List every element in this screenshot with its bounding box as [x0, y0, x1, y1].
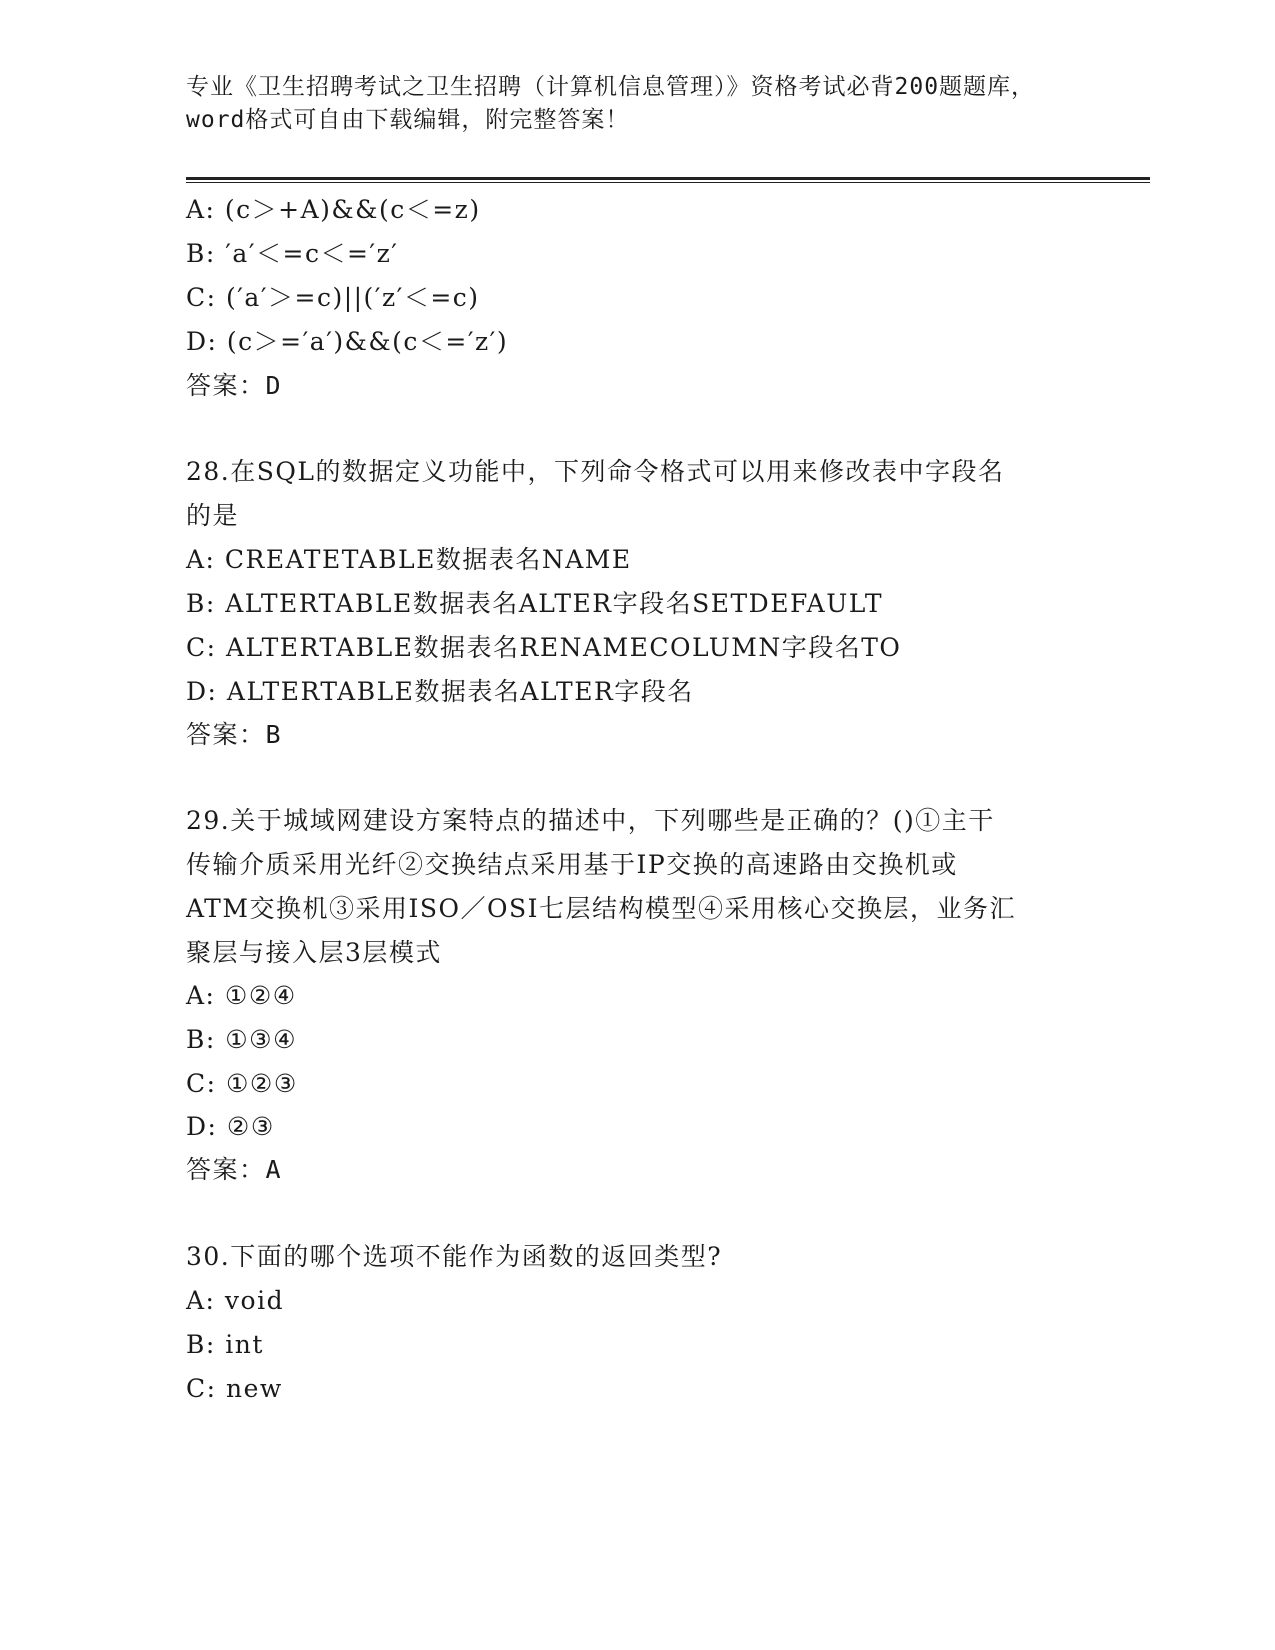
header-line-2: word格式可自由下载编辑，附完整答案！ — [186, 107, 630, 133]
q28-stem-line-2: 的是 — [186, 501, 240, 530]
header-divider-thick — [186, 177, 1150, 180]
q29-option-b: B: ①③④ — [186, 1025, 297, 1054]
q27-answer: 答案：D — [186, 371, 283, 400]
q29-option-d: D: ②③ — [186, 1112, 275, 1141]
q28-option-b: B: ALTERTABLE数据表名ALTER字段名SETDEFAULT — [186, 589, 883, 618]
q29-stem-line-4: 聚层与接入层3层模式 — [186, 938, 442, 967]
q29-option-a: A: ①②④ — [186, 981, 297, 1010]
q29-stem-line-3: ATM交换机③采用ISO／OSI七层结构模型④采用核心交换层，业务汇 — [186, 894, 1016, 923]
header-line-1: 专业《卫生招聘考试之卫生招聘（计算机信息管理）》资格考试必背200题题库， — [186, 74, 1036, 100]
q28-option-d: D: ALTERTABLE数据表名ALTER字段名 — [186, 677, 694, 706]
q29-stem-line-2: 传输介质采用光纤②交换结点采用基于IP交换的高速路由交换机或 — [186, 850, 958, 879]
q30-stem-line-1: 30.下面的哪个选项不能作为函数的返回类型? — [186, 1242, 723, 1271]
q28-option-c: C: ALTERTABLE数据表名RENAMECOLUMN字段名TO — [186, 633, 902, 662]
q27-option-c: C: (′a′＞=c)||(′z′＜=c) — [186, 283, 480, 312]
q29-option-c: C: ①②③ — [186, 1069, 298, 1098]
q29-answer: 答案：A — [186, 1155, 283, 1184]
q28-stem-line-1: 28.在SQL的数据定义功能中，下列命令格式可以用来修改表中字段名 — [186, 457, 1005, 486]
q27-option-b: B: ′a′＜=c＜=′z′ — [186, 239, 399, 268]
q27-option-d: D: (c＞=′a′)&&(c＜=′z′) — [186, 327, 509, 356]
q30-option-a: A: void — [186, 1286, 285, 1315]
q28-answer: 答案：B — [186, 720, 283, 749]
q30-option-c: C: new — [186, 1374, 283, 1403]
q27-option-a: A: (c＞+A)&&(c＜=z) — [186, 195, 481, 224]
q28-option-a: A: CREATETABLE数据表名NAME — [186, 545, 632, 574]
header-divider-thin — [186, 182, 1150, 183]
document-header — [186, 71, 1086, 137]
q29-stem-line-1: 29.关于城域网建设方案特点的描述中，下列哪些是正确的？()①主干 — [186, 806, 995, 835]
q30-option-b: B: int — [186, 1330, 264, 1359]
